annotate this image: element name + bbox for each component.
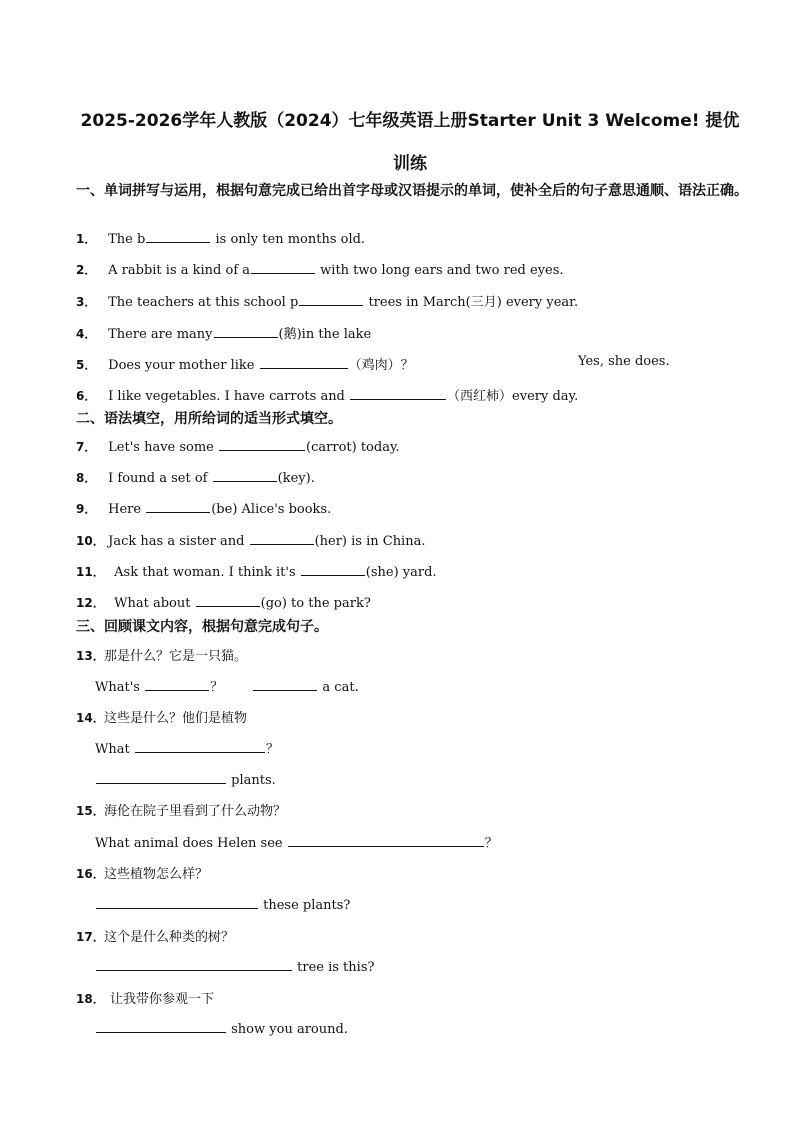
question-prompt-chinese: 这些是什么？他们是植物 [104,711,248,726]
page-title: 2025-2026学年人教版（2024）七年级英语上册Starter Unit 3 Welcome! 提优 [80,111,740,131]
question-text: is only ten months old. [215,232,366,247]
question-17-answer [95,957,374,975]
question-15 [76,800,286,819]
answer-blank[interactable] [96,1019,226,1033]
question-13 [76,645,247,664]
question-text: (carrot) today. [306,440,400,455]
answer-text: these plants? [263,898,351,913]
answer-blank[interactable] [250,531,314,545]
question-text: (she) yard. [365,565,437,580]
answer-text: What animal does Helen see [95,836,283,851]
question-prompt-chinese: 那是什么？它是一只猫。 [104,649,248,664]
question-number: 16． [76,867,105,881]
question-9 [76,499,331,517]
question-text: (her) is in China. [314,534,426,549]
question-text: (鹅)in the lake [278,327,372,342]
answer-blank[interactable] [251,260,315,274]
answer-blank[interactable] [196,593,260,607]
question-text: Ask that woman. I think it's [114,565,296,580]
question-16 [76,863,208,882]
question-5-answer-line: Yes, she does. [578,354,670,369]
answer-blank[interactable] [213,468,277,482]
question-7 [76,437,400,455]
answer-blank[interactable] [135,739,265,753]
question-number: 5． [76,358,97,372]
question-number: 4． [76,327,97,341]
section-3-heading: 三、回顾课文内容，根据句意完成句子。 [76,619,328,635]
question-11 [76,562,437,580]
answer-blank[interactable] [146,499,210,513]
question-14 [76,707,247,726]
question-text: There are many [108,327,213,342]
question-4 [76,323,371,342]
question-text: A rabbit is a kind of a [108,263,251,278]
answer-blank[interactable] [96,957,292,971]
answer-blank[interactable] [145,677,209,691]
question-18-answer [95,1019,348,1037]
answer-blank[interactable] [96,770,226,784]
question-number: 18． [76,992,105,1006]
answer-text: tree is this? [297,960,375,975]
answer-blank[interactable] [219,437,305,451]
question-text: with two long ears and two red eyes. [320,263,564,278]
question-prompt-chinese: 海伦在院子里看到了什么动物？ [104,804,287,819]
question-text: I like vegetables. I have carrots and [108,389,345,404]
question-number: 10． [76,534,105,548]
section-2-heading: 二、语法填空，用所给词的适当形式填空。 [76,411,342,427]
question-text: I found a set of [108,471,208,486]
question-number: 1． [76,232,97,246]
answer-text: What [95,742,130,757]
answer-text: ？ [265,742,279,757]
answer-blank[interactable] [299,292,363,306]
question-number: 17． [76,930,105,944]
question-number: 6． [76,389,97,403]
question-text: Jack has a sister and [108,534,245,549]
question-text: trees in March(三月) every year. [368,295,579,310]
answer-blank[interactable] [301,562,365,576]
question-prompt-chinese: 让我带你参观一下 [110,992,215,1007]
page-title-continued: 训练 [393,154,427,174]
answer-blank[interactable] [288,833,484,847]
question-13-answer [95,676,359,695]
question-number: 8． [76,471,97,485]
answer-blank[interactable] [96,895,258,909]
question-number: 2． [76,263,97,277]
answer-blank[interactable] [214,324,278,338]
answer-text: a cat. [322,680,359,695]
question-6 [76,385,578,404]
question-number: 14． [76,711,105,725]
answer-text: show you around. [231,1022,348,1037]
answer-text: plants. [231,773,276,788]
question-text: (key). [277,471,315,486]
answer-text: ？ [210,680,224,695]
question-text: Let's have some [108,440,214,455]
question-1 [76,229,365,247]
answer-blank[interactable] [253,677,317,691]
question-text: What about [114,596,191,611]
question-14-answer-line-2 [95,770,276,788]
answer-blank[interactable] [260,355,348,369]
question-number: 11． [76,565,105,579]
answer-text: What's [95,680,140,695]
answer-text: ？ [484,836,498,851]
question-number: 3． [76,295,97,309]
question-14-answer-line-1 [95,738,279,757]
question-2 [76,260,564,278]
question-17 [76,926,234,945]
question-text: Here [108,502,142,517]
question-number: 7． [76,440,97,454]
question-10 [76,531,425,549]
answer-blank[interactable] [146,229,210,243]
question-number: 15． [76,804,105,818]
question-text: （鸡肉）？ [348,358,414,373]
question-number: 12． [76,596,105,610]
question-prompt-chinese: 这个是什么种类的树？ [104,930,235,945]
question-text: (be) Alice's books. [211,502,332,517]
question-12 [76,593,371,611]
question-5 [76,354,414,373]
question-18 [76,988,214,1007]
question-3 [76,291,578,310]
question-text: (go) to the park? [260,596,371,611]
question-16-answer [95,895,350,913]
question-8 [76,468,315,486]
question-number: 9． [76,502,97,516]
question-prompt-chinese: 这些植物怎么样？ [104,867,209,882]
question-number: 13． [76,649,105,663]
section-1-heading: 一、单词拼写与运用，根据句意完成已给出首字母或汉语提示的单词，使补全后的句子意思通顺、语法正确。 [76,183,748,199]
question-text: The teachers at this school p [108,295,299,310]
answer-blank[interactable] [350,386,446,400]
question-text: The b [108,232,146,247]
question-text: （西红柿）every day. [447,389,579,404]
question-15-answer [95,832,498,851]
question-text: Does your mother like [108,358,255,373]
